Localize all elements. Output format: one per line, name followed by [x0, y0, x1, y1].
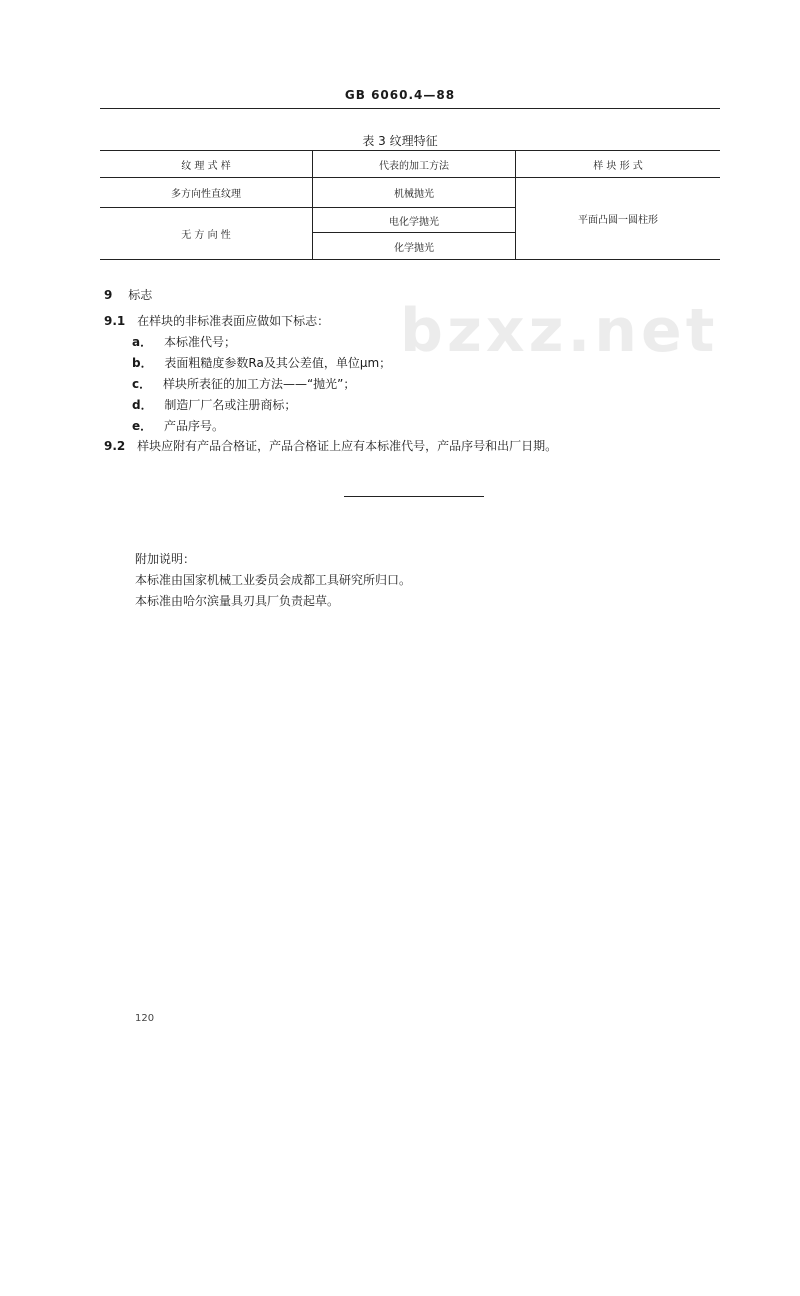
section-9-heading: [104, 286, 152, 303]
table-rule-bottom: [100, 259, 720, 260]
item-text: 产品序号。: [163, 419, 224, 433]
item-text: 制造厂厂名或注册商标；: [164, 398, 297, 412]
notes-line: 本标准由哈尔滨量具刃具厂负责起草。: [135, 594, 340, 608]
list-item: [132, 375, 355, 392]
section-title: 标志: [128, 288, 153, 302]
item-label: d．: [132, 398, 153, 412]
item-text: 表面粗糙度参数Ra及其公差值，单位μm；: [164, 356, 392, 370]
row1-method: 机械抛光: [394, 189, 434, 200]
notes-title: 附加说明：: [135, 552, 196, 566]
header-rule: [100, 108, 720, 109]
item-label: e．: [132, 419, 153, 433]
table-caption: 表 3 纹理特征: [362, 134, 438, 148]
list-item: [132, 354, 391, 371]
item-label: c．: [132, 377, 152, 391]
item-text: 本标准代号；: [163, 335, 236, 349]
watermark: bzxz.net: [400, 296, 719, 366]
clause-number: 9.1: [104, 314, 126, 328]
row2-method-1: 电化学抛光: [389, 216, 439, 228]
column-header-method: 代表的加工方法: [379, 160, 449, 172]
item-text: 样块所表征的加工方法——“抛光”；: [162, 377, 356, 391]
clause-9-2: [104, 437, 557, 454]
section-number: 9: [104, 288, 113, 302]
list-item: [132, 417, 224, 434]
clause-9-1: [104, 312, 329, 329]
clause-text: 样块应附有产品合格证，产品合格证上应有本标准代号，产品序号和出厂日期。: [137, 439, 558, 453]
item-label: a．: [132, 335, 153, 349]
column-header-pattern: 纹 理 式 样: [181, 160, 231, 172]
list-item: [132, 396, 296, 413]
column-header-block-form: 样 块 形 式: [593, 160, 643, 172]
row2-pattern: 无 方 向 性: [181, 230, 231, 241]
standard-code-header: GB 6060.4—88: [344, 88, 456, 102]
clause-text: 在样块的非标准表面应做如下标志：: [137, 314, 330, 328]
item-label: b．: [132, 356, 153, 370]
row1-pattern: 多方向性直纹理: [171, 189, 241, 200]
end-rule: [344, 496, 484, 497]
notes-line: 本标准由国家机械工业委员会成都工具研究所归口。: [135, 573, 412, 587]
clause-number: 9.2: [104, 439, 126, 453]
block-form-cell: 平面凸圆一圆柱形: [578, 215, 658, 226]
page-number: 120: [135, 1013, 155, 1024]
list-item: [132, 333, 236, 350]
row2-method-2: 化学抛光: [394, 242, 434, 254]
